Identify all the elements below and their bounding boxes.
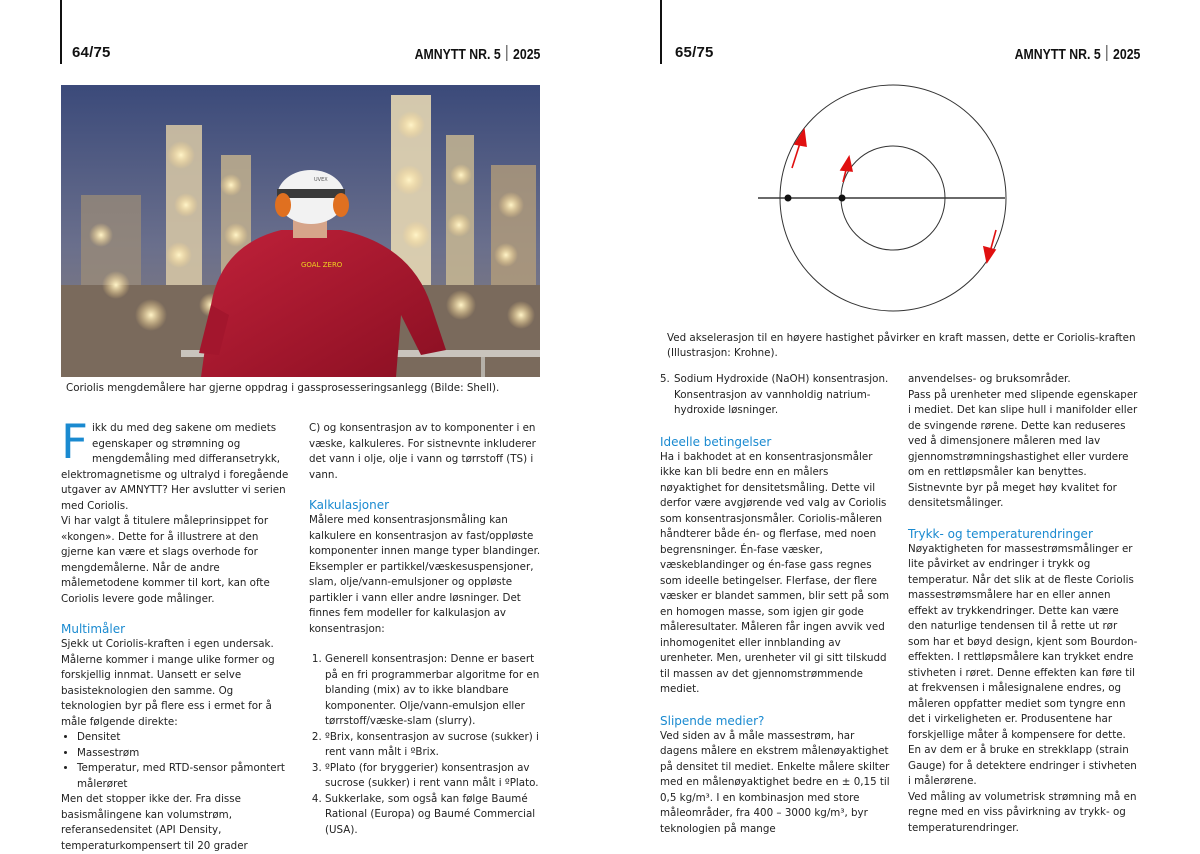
magazine-title: AMNYTT NR. 5 xyxy=(414,46,501,63)
urenheter-paragraph: Pass på urenheter med slipende egenskaper i mediet. Det kan slipe hull i manifolder eller de svingende rørene. Dette kan reduseres ved å dimensjonere måleren med lav gjennomstrømningshastighet eller vurdere om en rettløpsmåler kan benyttes. Sistnevnte byr på meget høy kvalitet for densitetsmålinger. xyxy=(908,388,1138,509)
heading-slipende-medier: Slipende medier? xyxy=(660,713,765,728)
photo-caption: Coriolis mengdemålere har gjerne oppdrag i gassprosesseringsanlegg (Bilde: Shell). xyxy=(66,382,500,394)
continuation-line: anvendelses- og bruksområder. xyxy=(908,373,1071,385)
coriolis-diagram xyxy=(755,80,1010,315)
outer-right-arrowhead xyxy=(984,247,995,262)
trykk-paragraph: Nøyaktigheten for massestrømsmålinger er lite påvirket av endringer i trykk og temperatur. Når det slik at de fleste Coriolis massestrømsmålere har en eller annen effekt av trykkendringer. Dette kan være den naturlige tendensen til å rette ut rør som har et bøyd design, kjent som Bourdon-effekten. I rettløpsmålere kan trykket endre stivheten i røret. Denne effekten kan føre til at frekvensen i målesignalene endres, og måleren oppfatter mediet som tyngre enn det i virkeligheten er. Produsentene har forskjellige måter å kompensere for dette. En av dem er å bruke en strekklapp (strain Gauge) for å detektere endringer i stivheten i målerørene. xyxy=(908,542,1138,787)
magazine-year: 2025 xyxy=(512,46,540,63)
magazine-year: 2025 xyxy=(1112,46,1140,63)
list-item: • Temperatur, med RTD-sensor påmontert målerøret xyxy=(77,761,291,792)
multimaler-paragraph: Sjekk ut Coriolis-kraften i egen undersak. Målerne kommer i mange ulike former og forskjellig innmat. Uansett er selve basisteknologien den samme. Og teknologien byr på flere ess i ermet for å måle følgende direkte: xyxy=(61,638,275,728)
heading-multimaler: Multimåler xyxy=(61,622,126,636)
intro-paragraph: ikk du med deg sakene om mediets egenskaper og strømning og mengdemåling med differansetrykk, elektromagnetisme og ultralyd i foregående utgaver av AMNYTT? Her avslutter vi serien med Coriolis. xyxy=(61,422,289,512)
force-arrows xyxy=(792,130,996,262)
list-item: • Densitet xyxy=(77,730,291,746)
heading-ideelle-betingelser: Ideelle betingelser xyxy=(660,434,772,449)
left-column-1 xyxy=(61,415,291,854)
heading-trykk-temperatur: Trykk- og temperaturendringer xyxy=(908,526,1093,541)
right-column-2 xyxy=(908,372,1140,836)
dropcap: F xyxy=(61,415,89,470)
model-list xyxy=(309,652,542,838)
basis-paragraph: Men det stopper ikke der. Fra disse basismålingene kan volumstrøm, referansedensitet (API Density, temperaturkompensert til 20 grader xyxy=(61,793,248,852)
right-column-1 xyxy=(660,372,890,837)
left-page-margin-rule xyxy=(60,0,62,64)
slipende-paragraph: Ved siden av å måle massestrøm, har dagens målere en ekstrem målenøyaktighet på densitet til mediet. Enkelte målere skilter med en målenøyaktighet bedre en ± 0,15 til 0,5 kg/m³. I en kombinasjon med store måleområder, fra 400 – 3000 kg/m³, byr teknologien på mange xyxy=(660,729,890,835)
kalkulasjoner-paragraph: Målere med konsentrasjonsmåling kan kalkulere en konsentrasjon av fast/oppløste komponenter innen mange typer blandinger. Eksempler er partikkel/væskesuspensjoner, slam, olje/vann-emulsjoner og oppløste partikler i vann eller andre løsninger. Det finnes fem modeller for kalkulasjon av konsentrasjon: xyxy=(309,514,541,635)
list-item: 2. ºBrix, konsentrasjon av sucrose (sukker) i rent vann målt i ºBrix. xyxy=(325,730,542,761)
right-page-number: 65/75 xyxy=(675,44,714,61)
list-item: Sodium Hydroxide (NaOH) konsentrasjon. Konsentrasjon av vannholdig natrium-hydroxide løsninger. xyxy=(674,373,889,416)
volumetrisk-paragraph: Ved måling av volumetrisk strømning må en regne med en viss påvirkning av trykk- og temperaturendringer. xyxy=(908,790,1137,834)
right-page-margin-rule xyxy=(660,0,662,64)
outer-mass-dot xyxy=(785,195,792,202)
list-item: 4. Sukkerlake, som også kan følge Baumé Rational (Europa) og Baumé Commercial (USA). xyxy=(325,792,542,839)
suit-logo: GOAL ZERO xyxy=(301,261,343,269)
intro-paragraph-2: Vi har valgt å titulere måleprinsippet for «kongen». Dette for å illustrere at den gjerne kan være et slags overhode for mengdemålerne. Når de andre målemetodene kommer til kort, kan ofte Coriolis levere gode målinger. xyxy=(61,515,270,605)
concentration-paragraph: C) og konsentrasjon av to komponenter i en væske, kalkuleres. For sistnevnte inkluderer det vann i olje, olje i vann og tørrstoff (TS) i vann. xyxy=(309,422,536,481)
inner-mass-dot xyxy=(839,195,846,202)
list-item: • Massestrøm xyxy=(77,746,291,762)
left-page-number: 64/75 xyxy=(72,44,111,61)
model-list-item-5 xyxy=(660,372,890,419)
list-item: 1. Generell konsentrasjon: Denne er basert på en fri programmerbar algoritme for en blanding (mix) av to ikke blandbare komponenter. Olje/vann-emulsjon eller tørrstoff/væske-slam (slurry). xyxy=(325,652,542,730)
header-divider xyxy=(506,45,507,61)
list-item: 3. ºPlato (for bryggerier) konsentrasjon av sucrose (sukker) i rent vann målt i ºPlato. xyxy=(325,761,542,792)
inner-arrowhead xyxy=(841,157,852,171)
magazine-title: AMNYTT NR. 5 xyxy=(1014,46,1101,63)
list-number: 5. xyxy=(660,373,670,385)
left-running-header xyxy=(414,45,540,63)
ideelle-paragraph: Ha i bakhodet at en konsentrasjonsmåler ikke kan bli bedre enn en målers nøyaktighet for densitetsmåling. Dette vil derfor være avgjørende ved valg av Coriolis som konsentrasjonsmåler. Coriolis-måleren håndterer både én- og flerfase, med noen begrensninger. Én-fase væsker, væskeblandinger og én-fase gass regnes som ideelle betingelser. Flerfase, der flere væsker er blandet sammen, blir sett på som en homogen masse, som igjen gir gode måleresultater. Måleren får ingen avvik ved inhomogenitet eller innblanding av urenheter. Men, urenheter vil gi sitt tilskudd til massen av det gjennomstrømmende mediet. xyxy=(660,450,890,695)
left-column-2 xyxy=(309,421,542,838)
heading-kalkulasjoner: Kalkulasjoner xyxy=(309,498,390,512)
helmet-brand: UVEX xyxy=(314,177,328,183)
refinery-worker-photo xyxy=(61,85,540,377)
measurement-list xyxy=(61,730,291,792)
figure-caption: Ved akselerasjon til en høyere hastighet påvirker en kraft massen, dette er Coriolis-kraften (Illustrasjon: Krohne). xyxy=(667,332,1136,359)
right-running-header xyxy=(1014,45,1140,63)
header-divider xyxy=(1106,45,1107,61)
